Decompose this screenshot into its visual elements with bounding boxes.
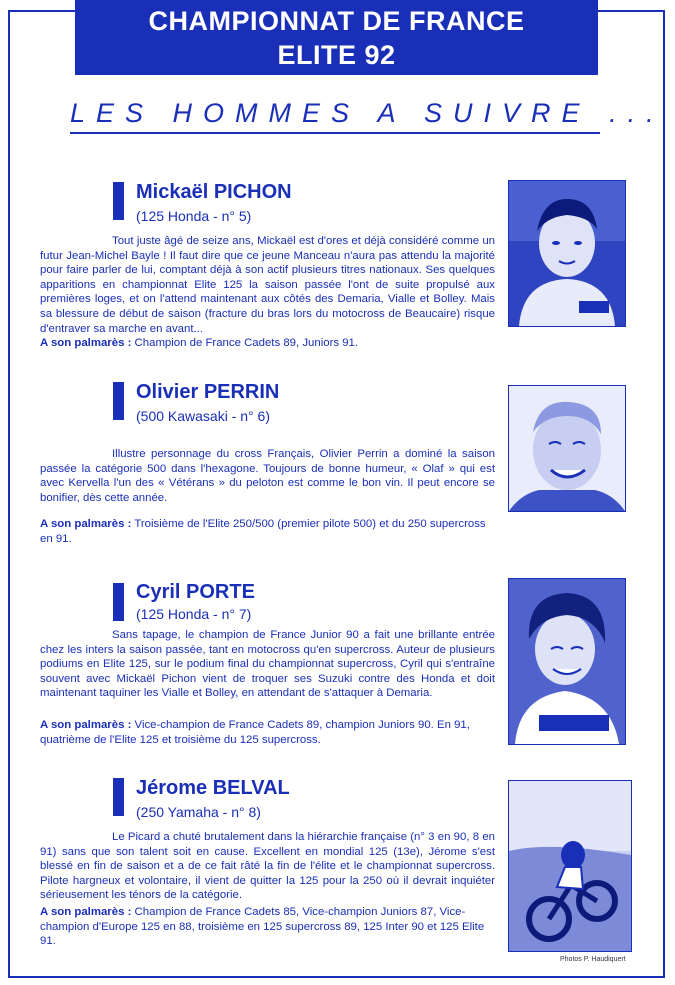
- portrait-picture: [509, 579, 625, 744]
- rider-bike: (125 Honda - n° 5): [136, 208, 252, 224]
- palmares-label: A son palmarès :: [40, 906, 132, 918]
- palmares-label: A son palmarès :: [40, 719, 132, 731]
- motocross-action-picture: [509, 781, 631, 951]
- rider-photo: [508, 780, 632, 952]
- portrait-picture: [509, 386, 625, 511]
- rider-palmares: [40, 905, 495, 949]
- rider-photo: [508, 385, 626, 512]
- rider-marker-bar: [113, 182, 124, 220]
- rider-bio: Le Picard a chuté brutalement dans la hiérarchie française (n° 3 en 90, 8 en 91) sans que son talent soit en cause. Excellent en mondial 125 (13e), Jérome s'est blessé en fin de saison et a de ce fait râté la fin de l'élite et le championnat supercross. Pilote hargneux et volontaire, il vient de quitter la 125 pour la 250 où il devrait inquiéter sérieusement les ténors de la catégorie.: [40, 831, 495, 902]
- rider-palmares: [40, 517, 495, 546]
- rider-marker-bar: [113, 382, 124, 420]
- rider-name: Jérome BELVAL: [136, 777, 290, 799]
- rider-photo: [508, 578, 626, 745]
- section-subtitle: LES HOMMES A SUIVRE ...: [70, 98, 665, 128]
- rider-palmares: [40, 336, 495, 351]
- rider-name: Olivier PERRIN: [136, 381, 280, 403]
- rider-bike: (500 Kawasaki - n° 6): [136, 408, 270, 424]
- rider-bike: (125 Honda - n° 7): [136, 606, 252, 622]
- palmares-text: Troisième de l'Elite 250/500 (premier pilote 500) et du 250 supercross en 91.: [40, 518, 486, 545]
- title-line-1: CHAMPIONNAT DE FRANCE: [148, 6, 525, 36]
- rider-name: Cyril PORTE: [136, 581, 255, 603]
- palmares-text: Champion de France Cadets 85, Vice-champion Juniors 87, Vice-champion d'Europe 125 en 88, troisième en 125 supercross 89, 125 Inter 90 et 125 Elite 91.: [40, 906, 485, 948]
- palmares-text: Champion de France Cadets 89, Juniors 91.: [134, 337, 359, 349]
- photo-credit: Photos P. Haudiquert: [560, 956, 626, 963]
- palmares-text: Vice-champion de France Cadets 89, champion Juniors 90. En 91, quatrième de l'Elite 125 et troisième du 125 supercross.: [40, 719, 470, 746]
- rider-palmares: [40, 718, 495, 747]
- rider-bio: Tout juste âgé de seize ans, Mickaël est d'ores et déjà considéré comme un futur Jean-Michel Bayle ! Il faut dire que ce jeune Manceau n'aura pas attendu la majorité pour faire parler de lui, comptant déjà à son actif plusieurs titres nationaux. Ses quelques apparitions en championnat Elite 125 la saison passée l'ont de suite propulsé aux premières loges, et on l'attend maintenant aux côtés des Demaria, Vialle et Bolley. Mais sa blessure de début de saison (fracture du bras lors du motocross de Beaucaire) risque d'entraver sa marche en avant...: [40, 235, 495, 335]
- title-banner: [75, 0, 598, 75]
- title-line-2: ELITE 92: [277, 40, 396, 70]
- rider-marker-bar: [113, 778, 124, 816]
- subtitle-underline: [70, 132, 600, 134]
- portrait-picture: [509, 181, 625, 326]
- rider-bike: (250 Yamaha - n° 8): [136, 804, 261, 820]
- rider-bio: Illustre personnage du cross Français, Olivier Perrin a dominé la saison passée la catégorie 500 dans l'hexagone. Toujours de bonne humeur, « Olaf » qui est avec Kervella l'un des « Vétérans » du peloton est comme le bon vin. Il peut encore se bonifier, dès cette année.: [40, 448, 495, 504]
- rider-bio: Sans tapage, le champion de France Junior 90 a fait une brillante entrée chez les inters la saison passée, tant en motocross qu'en supercross. Auteur de plusieurs podiums en Elite 125, sur le podium final du championnat supercross, Cyril qui s'entraîne souvent avec Mickaël Pichon vient de troquer ses Suzuki contre des Honda et doit maintenant taquiner les Vialle et Bolley, en attendant de s'attaquer à Demaria.: [40, 629, 495, 700]
- rider-photo: [508, 180, 626, 327]
- palmares-label: A son palmarès :: [40, 518, 132, 530]
- palmares-label: A son palmarès :: [40, 337, 132, 349]
- rider-name: Mickaël PICHON: [136, 181, 292, 203]
- rider-marker-bar: [113, 583, 124, 621]
